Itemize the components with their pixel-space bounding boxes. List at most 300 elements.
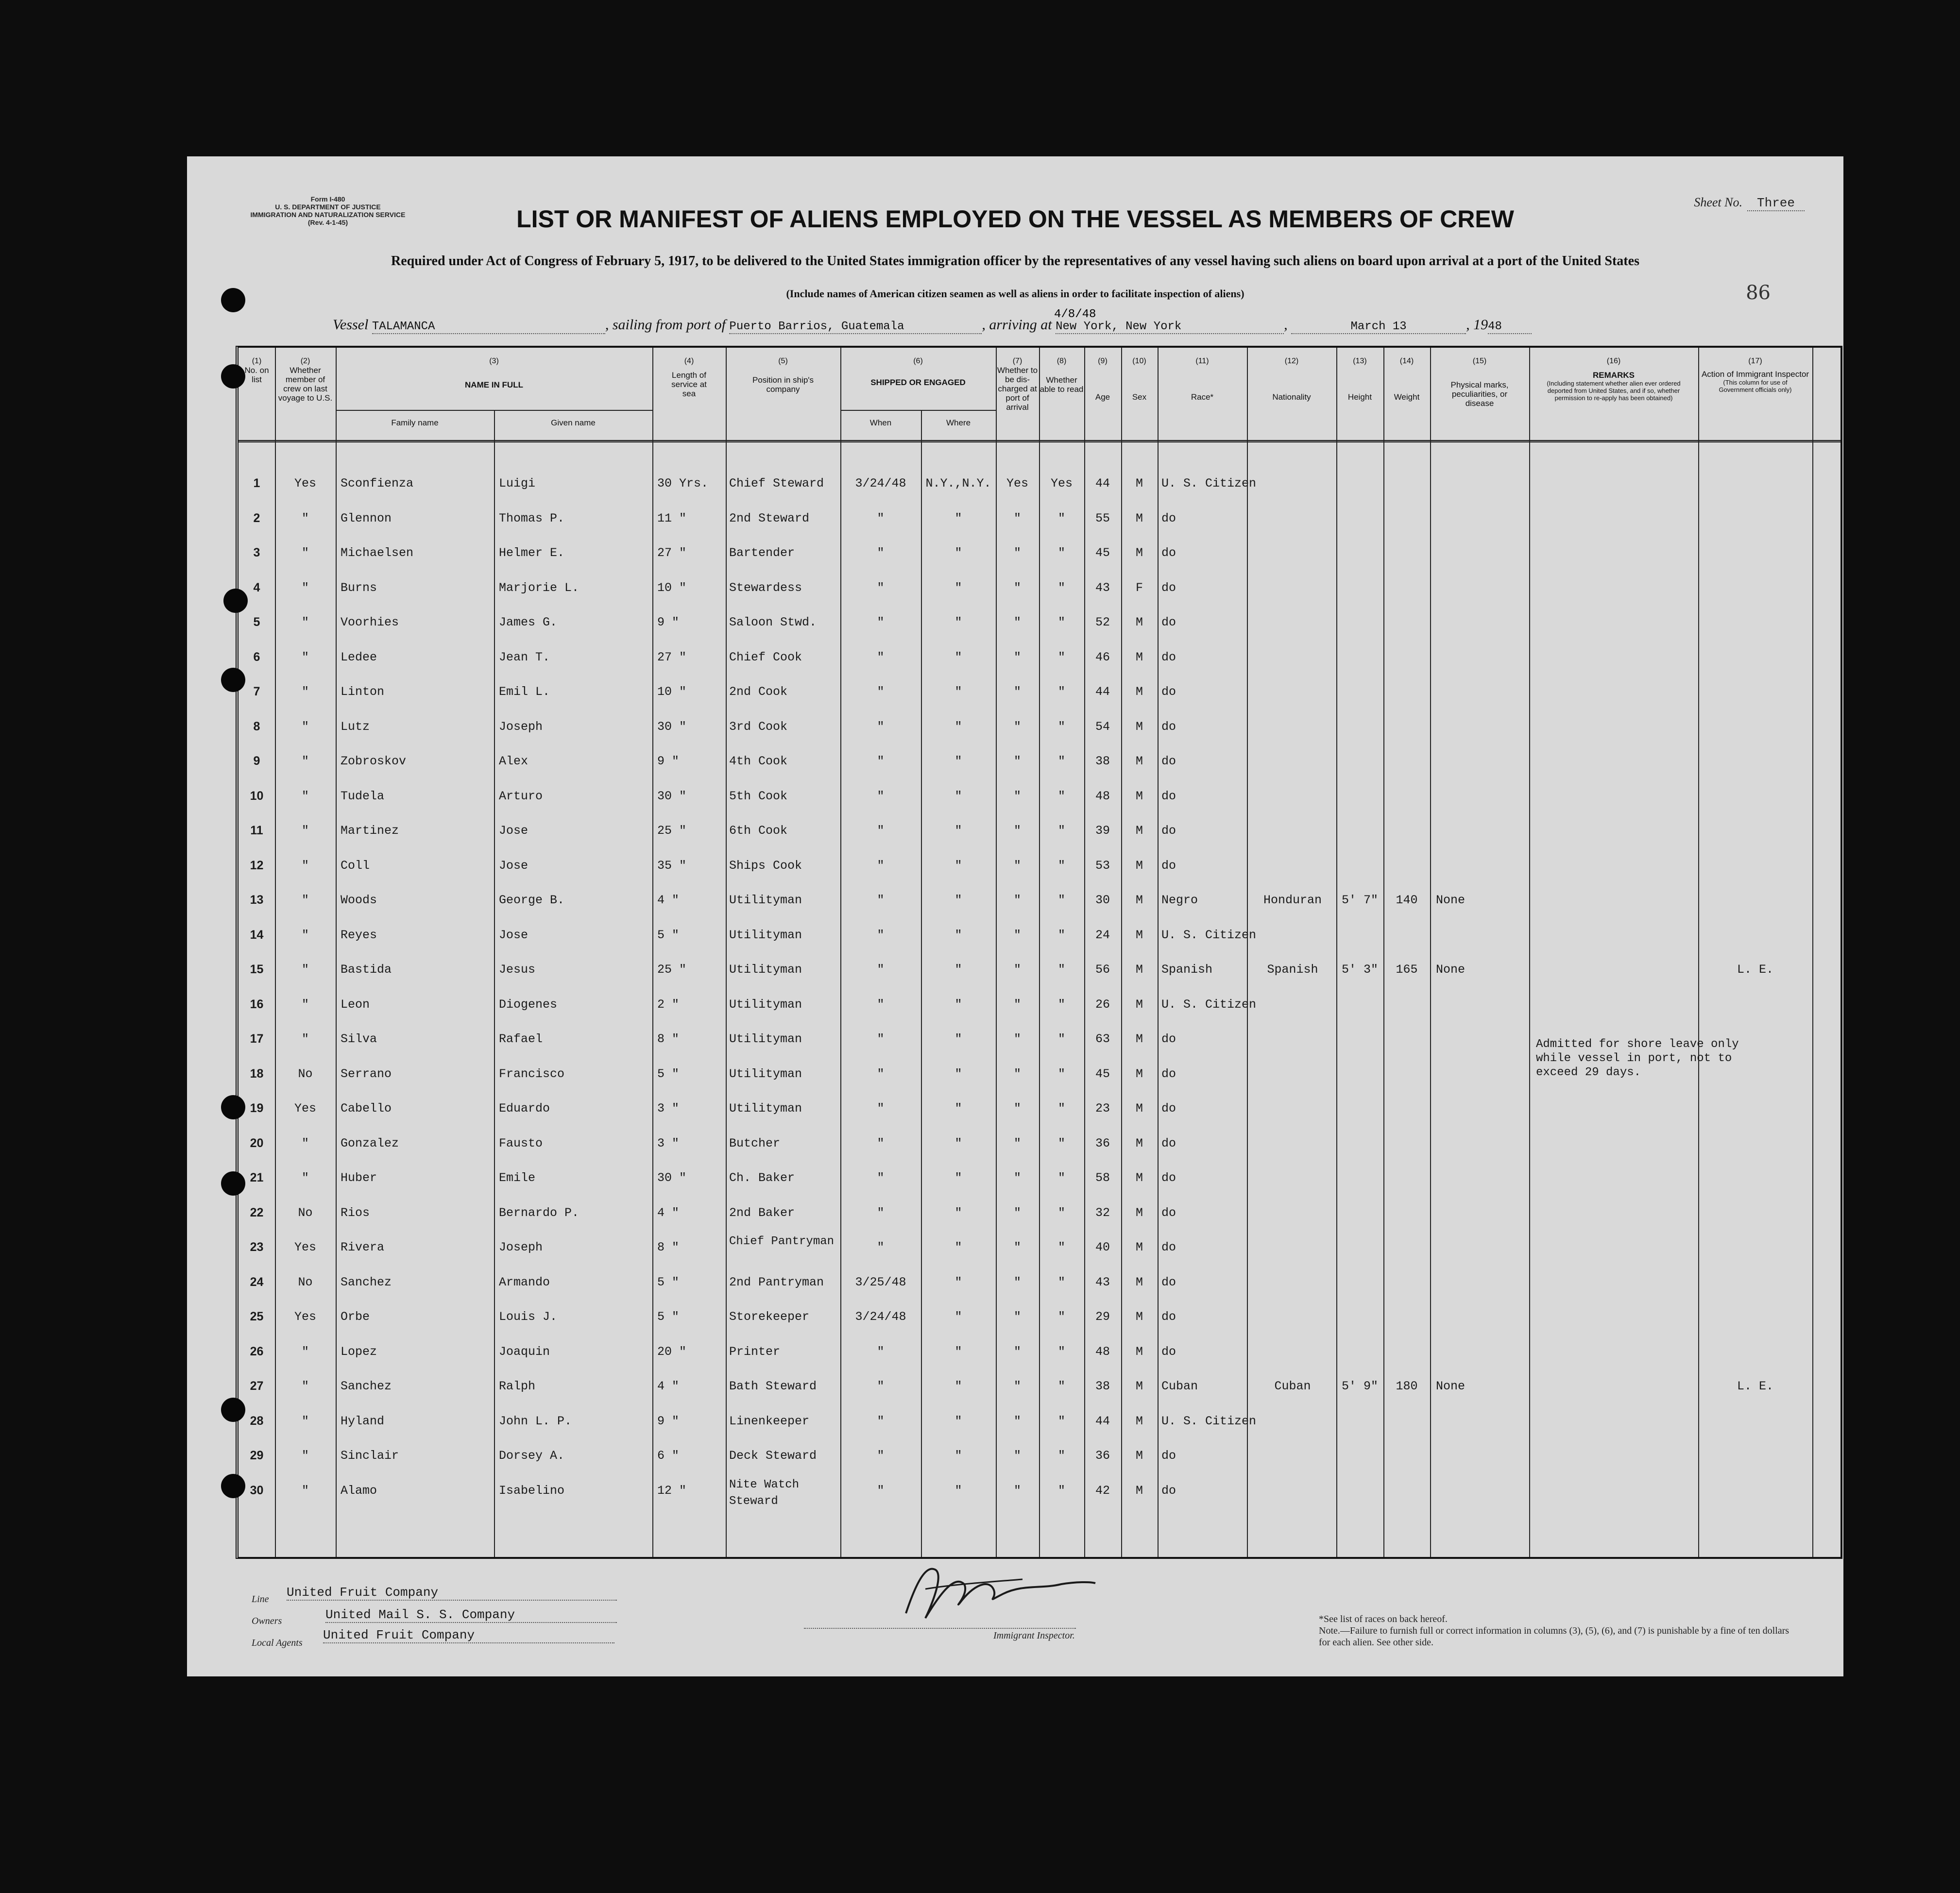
sex-cell: M xyxy=(1135,858,1143,873)
discharged-cell: " xyxy=(1013,1449,1021,1463)
discharged-cell: " xyxy=(1013,1483,1021,1498)
punch-hole xyxy=(223,589,248,613)
nationality-cell: Spanish xyxy=(1267,963,1318,977)
able-to-read-cell: " xyxy=(1057,1379,1065,1393)
able-to-read-cell: " xyxy=(1057,719,1065,734)
able-to-read-cell: " xyxy=(1057,1101,1065,1116)
service-name: IMMIGRATION AND NATURALIZATION SERVICE xyxy=(250,211,406,219)
shipped-where-cell: " xyxy=(954,1240,962,1254)
discharged-cell: " xyxy=(1013,928,1021,942)
table-row xyxy=(239,1275,1841,1309)
service-length-cell: 25 " xyxy=(657,963,687,977)
table-row xyxy=(239,650,1841,684)
shipped-where-cell: " xyxy=(954,685,962,699)
shipped-where-cell: " xyxy=(954,789,962,803)
position-cell: Utilityman xyxy=(729,893,802,907)
row-number: 15 xyxy=(250,963,264,976)
race-cell: do xyxy=(1161,1344,1176,1359)
weight-cell: 165 xyxy=(1396,963,1418,977)
shipped-when-cell: " xyxy=(877,1483,885,1498)
form-number: Form I-480 xyxy=(310,195,345,203)
able-to-read-cell: " xyxy=(1057,1310,1065,1324)
service-length-cell: 3 " xyxy=(657,1136,680,1150)
sex-cell: M xyxy=(1135,1136,1143,1150)
table-row xyxy=(239,581,1841,615)
last-voyage-cell: " xyxy=(301,893,309,907)
able-to-read-cell: " xyxy=(1057,580,1065,595)
shipped-when-cell: " xyxy=(877,546,885,560)
weight-cell: 180 xyxy=(1396,1379,1418,1393)
last-voyage-cell: " xyxy=(301,1449,309,1463)
sheet-label: Sheet No. xyxy=(1694,195,1742,209)
row-number: 18 xyxy=(250,1066,264,1081)
family-name-cell: Martinez xyxy=(341,824,399,838)
header-sex: (10) Sex xyxy=(1132,357,1147,402)
shipped-when-cell: " xyxy=(877,858,885,873)
position-cell: Utilityman xyxy=(729,1101,802,1116)
shipped-where-cell: " xyxy=(954,1101,962,1116)
form-revision: (Rev. 4-1-45) xyxy=(307,219,348,226)
discharged-cell: " xyxy=(1013,1032,1021,1046)
row-number: 14 xyxy=(250,928,264,942)
last-voyage-cell: " xyxy=(301,754,309,768)
race-cell: U. S. Citizen xyxy=(1161,928,1257,942)
family-name-cell: Gonzalez xyxy=(341,1136,399,1150)
shipped-where-cell: " xyxy=(954,1205,962,1220)
last-voyage-cell: " xyxy=(301,650,309,664)
age-cell: 42 xyxy=(1095,1483,1110,1498)
last-voyage-cell: Yes xyxy=(294,1310,316,1324)
family-name-cell: Rios xyxy=(341,1205,370,1220)
shipped-where-cell: " xyxy=(954,1310,962,1324)
service-length-cell: 9 " xyxy=(657,1414,680,1428)
race-cell: do xyxy=(1161,1171,1176,1185)
table-row xyxy=(239,928,1841,962)
discharged-cell: " xyxy=(1013,1275,1021,1289)
table-row xyxy=(239,893,1841,927)
given-name-cell: Joaquin xyxy=(499,1344,550,1359)
discharged-cell: " xyxy=(1013,1205,1021,1220)
row-number: 1 xyxy=(253,476,260,490)
family-name-cell: Tudela xyxy=(341,789,385,803)
arrival-date: March 13 xyxy=(1291,320,1466,334)
row-number: 3 xyxy=(253,546,260,559)
age-cell: 53 xyxy=(1095,858,1110,873)
given-name-cell: Jose xyxy=(499,928,528,942)
document-title: LIST OR MANIFEST OF ALIENS EMPLOYED ON THE VESSEL AS MEMBERS OF CREW xyxy=(516,205,1514,233)
table-row xyxy=(239,615,1841,649)
physical-marks-cell: None xyxy=(1436,893,1466,907)
given-name-cell: Fausto xyxy=(499,1136,543,1150)
family-name-cell: Lutz xyxy=(341,719,370,734)
family-name-cell: Sconfienza xyxy=(341,476,414,490)
shipped-when-cell: " xyxy=(877,1449,885,1463)
service-length-cell: 30 " xyxy=(657,789,687,803)
family-name-cell: Huber xyxy=(341,1171,377,1185)
given-name-cell: Emil L. xyxy=(499,685,550,699)
table-row xyxy=(239,1414,1841,1448)
discharged-cell: " xyxy=(1013,615,1021,629)
position-cell: Butcher xyxy=(729,1136,781,1150)
year-prefix: 19 xyxy=(1473,317,1488,333)
sex-cell: M xyxy=(1135,1101,1143,1116)
shipped-where-cell: " xyxy=(954,1414,962,1428)
last-voyage-cell: No xyxy=(298,1205,313,1220)
shipped-where-cell: N.Y.,N.Y. xyxy=(925,476,991,490)
race-cell: Negro xyxy=(1161,893,1198,907)
age-cell: 56 xyxy=(1095,963,1110,977)
able-to-read-cell: " xyxy=(1057,1240,1065,1254)
service-length-cell: 8 " xyxy=(657,1240,680,1254)
position-cell: Printer xyxy=(729,1344,781,1359)
position-cell: 4th Cook xyxy=(729,754,788,768)
header-given-name: Given name xyxy=(551,418,596,427)
family-name-cell: Orbe xyxy=(341,1310,370,1324)
position-cell: 2nd Pantryman xyxy=(729,1275,824,1289)
service-length-cell: 8 " xyxy=(657,1032,680,1046)
table-row xyxy=(239,546,1841,580)
family-name-cell: Cabello xyxy=(341,1101,392,1116)
sex-cell: M xyxy=(1135,511,1143,525)
table-row xyxy=(239,824,1841,858)
height-cell: 5' 7" xyxy=(1341,893,1378,907)
sex-cell: M xyxy=(1135,1205,1143,1220)
inspector-signature xyxy=(896,1555,1100,1628)
race-cell: do xyxy=(1161,1101,1176,1116)
shipped-when-cell: " xyxy=(877,1101,885,1116)
position-cell: Linenkeeper xyxy=(729,1414,810,1428)
shipped-when-cell: " xyxy=(877,997,885,1012)
position-cell: Bath Steward xyxy=(729,1379,817,1393)
position-cell: Chief Steward xyxy=(729,476,824,490)
header-remarks: (16) REMARKS (Including statement whether alien ever ordered deported from United States, and if so, whether permission to re-apply has been obtained) xyxy=(1547,357,1681,402)
row-number: 6 xyxy=(253,650,260,664)
given-name-cell: Francisco xyxy=(499,1066,565,1081)
row-number: 25 xyxy=(250,1310,264,1323)
discharged-cell: " xyxy=(1013,719,1021,734)
table-row xyxy=(239,789,1841,823)
header-name-in-full: (3) NAME IN FULL xyxy=(465,357,523,389)
able-to-read-cell: " xyxy=(1057,789,1065,803)
table-row xyxy=(239,1136,1841,1170)
sailing-label: , sailing from port of xyxy=(605,317,726,333)
header-where: Where xyxy=(946,418,971,427)
position-cell: Utilityman xyxy=(729,1032,802,1046)
shipped-when-cell: " xyxy=(877,1240,885,1254)
discharged-cell: " xyxy=(1013,1344,1021,1359)
shipped-when-cell: " xyxy=(877,1344,885,1359)
shipped-when-cell: " xyxy=(877,511,885,525)
able-to-read-cell: " xyxy=(1057,963,1065,977)
sex-cell: M xyxy=(1135,650,1143,664)
family-name-cell: Woods xyxy=(341,893,377,907)
race-cell: do xyxy=(1161,789,1176,803)
shipped-where-cell: " xyxy=(954,650,962,664)
age-cell: 40 xyxy=(1095,1240,1110,1254)
document-subnote: (Include names of American citizen seamen as well as aliens in order to facilitate inspection of aliens) xyxy=(786,287,1244,300)
table-row xyxy=(239,859,1841,893)
service-length-cell: 4 " xyxy=(657,893,680,907)
sex-cell: M xyxy=(1135,1449,1143,1463)
port-of-arrival: New York, New York xyxy=(1056,320,1284,334)
signature-line xyxy=(804,1628,1076,1629)
given-name-cell: Emile xyxy=(499,1171,536,1185)
department-name: U. S. DEPARTMENT OF JUSTICE xyxy=(275,203,381,211)
age-cell: 63 xyxy=(1095,1032,1110,1046)
able-to-read-cell: " xyxy=(1057,511,1065,525)
last-voyage-cell: " xyxy=(301,824,309,838)
age-cell: 38 xyxy=(1095,754,1110,768)
last-voyage-cell: No xyxy=(298,1275,313,1289)
shipped-when-cell: " xyxy=(877,1205,885,1220)
sex-cell: M xyxy=(1135,997,1143,1012)
shipped-where-cell: " xyxy=(954,928,962,942)
inspector-label: Immigrant Inspector. xyxy=(993,1630,1075,1641)
service-length-cell: 30 " xyxy=(657,1171,687,1185)
sex-cell: M xyxy=(1135,615,1143,629)
last-voyage-cell: " xyxy=(301,1379,309,1393)
able-to-read-cell: " xyxy=(1057,893,1065,907)
family-name-cell: Michaelsen xyxy=(341,546,414,560)
family-name-cell: Bastida xyxy=(341,963,392,977)
race-cell: do xyxy=(1161,580,1176,595)
shipped-when-cell: 3/24/48 xyxy=(855,1310,906,1324)
row-number: 19 xyxy=(250,1101,264,1115)
given-name-cell: Jean T. xyxy=(499,650,550,664)
given-name-cell: Jose xyxy=(499,858,528,873)
position-cell: Bartender xyxy=(729,546,795,560)
given-name-cell: Jose xyxy=(499,824,528,838)
sex-cell: M xyxy=(1135,685,1143,699)
given-name-cell: Isabelino xyxy=(499,1483,565,1498)
shipped-where-cell: " xyxy=(954,754,962,768)
shipped-where-cell: " xyxy=(954,997,962,1012)
shipped-where-cell: " xyxy=(954,1449,962,1463)
punch-hole xyxy=(221,1398,245,1422)
last-voyage-cell: " xyxy=(301,858,309,873)
service-length-cell: 30 " xyxy=(657,719,687,734)
shipped-when-cell: " xyxy=(877,893,885,907)
age-cell: 29 xyxy=(1095,1310,1110,1324)
footer-note xyxy=(1319,1613,1795,1648)
race-cell: do xyxy=(1161,1136,1176,1150)
family-name-cell: Sanchez xyxy=(341,1379,392,1393)
row-number: 23 xyxy=(250,1240,264,1254)
age-cell: 23 xyxy=(1095,1101,1110,1116)
family-name-cell: Linton xyxy=(341,685,385,699)
discharged-cell: " xyxy=(1013,789,1021,803)
table-row xyxy=(239,1379,1841,1413)
service-length-cell: 9 " xyxy=(657,754,680,768)
able-to-read-cell: " xyxy=(1057,546,1065,560)
age-cell: 45 xyxy=(1095,1066,1110,1081)
last-voyage-cell: " xyxy=(301,719,309,734)
table-row xyxy=(239,1310,1841,1344)
sex-cell: M xyxy=(1135,1275,1143,1289)
line-value: United Fruit Company xyxy=(287,1585,617,1601)
shipped-where-cell: " xyxy=(954,719,962,734)
discharged-cell: " xyxy=(1013,1136,1021,1150)
service-length-cell: 10 " xyxy=(657,685,687,699)
family-name-cell: Ledee xyxy=(341,650,377,664)
physical-marks-cell: None xyxy=(1436,1379,1466,1393)
age-cell: 38 xyxy=(1095,1379,1110,1393)
table-row xyxy=(239,963,1841,997)
handwritten-number: 86 xyxy=(1746,282,1771,304)
service-length-cell: 9 " xyxy=(657,615,680,629)
table-row xyxy=(239,1101,1841,1135)
discharged-cell: " xyxy=(1013,1066,1021,1081)
owners-label: Owners xyxy=(252,1616,282,1626)
table-row xyxy=(239,1171,1841,1205)
able-to-read-cell: " xyxy=(1057,1171,1065,1185)
shipped-where-cell: " xyxy=(954,1032,962,1046)
age-cell: 52 xyxy=(1095,615,1110,629)
shipped-when-cell: " xyxy=(877,615,885,629)
local-agents-value: United Fruit Company xyxy=(323,1628,614,1643)
service-length-cell: 5 " xyxy=(657,1066,680,1081)
table-row xyxy=(239,1206,1841,1240)
header-last-voyage: (2) Whether member of crew on last voyage to U.S. xyxy=(278,357,333,403)
physical-marks-cell: None xyxy=(1436,963,1466,977)
age-cell: 36 xyxy=(1095,1136,1110,1150)
punch-hole xyxy=(221,288,245,312)
discharged-cell: " xyxy=(1013,511,1021,525)
able-to-read-cell: " xyxy=(1057,615,1065,629)
shipped-when-cell: " xyxy=(877,580,885,595)
race-cell: do xyxy=(1161,511,1176,525)
last-voyage-cell: " xyxy=(301,1414,309,1428)
row-number: 9 xyxy=(253,754,260,768)
family-name-cell: Zobroskov xyxy=(341,754,407,768)
punch-hole xyxy=(221,668,245,692)
port-of-departure: Puerto Barrios, Guatemala xyxy=(729,320,982,334)
race-cell: do xyxy=(1161,1483,1176,1498)
vessel-label: Vessel xyxy=(333,317,369,333)
family-name-cell: Serrano xyxy=(341,1066,392,1081)
position-cell: 3rd Cook xyxy=(729,719,788,734)
discharged-cell: " xyxy=(1013,997,1021,1012)
nationality-cell: Honduran xyxy=(1263,893,1322,907)
sex-cell: M xyxy=(1135,754,1143,768)
age-cell: 36 xyxy=(1095,1449,1110,1463)
family-name-cell: Coll xyxy=(341,858,370,873)
age-cell: 43 xyxy=(1095,1275,1110,1289)
discharged-cell: " xyxy=(1013,650,1021,664)
given-name-cell: Arturo xyxy=(499,789,543,803)
last-voyage-cell: " xyxy=(301,997,309,1012)
discharged-cell: " xyxy=(1013,893,1021,907)
family-name-cell: Voorhies xyxy=(341,615,399,629)
service-length-cell: 35 " xyxy=(657,858,687,873)
able-to-read-cell: " xyxy=(1057,1414,1065,1428)
service-length-cell: 5 " xyxy=(657,1275,680,1289)
owners-value: United Mail S. S. Company xyxy=(325,1607,617,1623)
position-cell: Stewardess xyxy=(729,580,802,595)
age-cell: 55 xyxy=(1095,511,1110,525)
shipped-where-cell: " xyxy=(954,1379,962,1393)
position-cell: 6th Cook xyxy=(729,824,788,838)
given-name-cell: Marjorie L. xyxy=(499,580,579,595)
table-row xyxy=(239,1345,1841,1379)
able-to-read-cell: " xyxy=(1057,685,1065,699)
age-cell: 45 xyxy=(1095,546,1110,560)
position-cell: 2nd Baker xyxy=(729,1205,795,1220)
sex-cell: M xyxy=(1135,824,1143,838)
sex-cell: M xyxy=(1135,893,1143,907)
service-length-cell: 20 " xyxy=(657,1344,687,1359)
shipped-when-cell: " xyxy=(877,1379,885,1393)
position-cell: 2nd Cook xyxy=(729,685,788,699)
height-cell: 5' 9" xyxy=(1341,1379,1378,1393)
header-family-name: Family name xyxy=(391,418,439,427)
shipped-where-cell: " xyxy=(954,615,962,629)
last-voyage-cell: No xyxy=(298,1066,313,1081)
header-age: (9) Age xyxy=(1095,357,1110,402)
row-number: 10 xyxy=(250,789,264,803)
family-name-cell: Burns xyxy=(341,580,377,595)
given-name-cell: Ralph xyxy=(499,1379,536,1393)
shipped-where-cell: " xyxy=(954,1171,962,1185)
race-cell: do xyxy=(1161,1032,1176,1046)
race-cell: Spanish xyxy=(1161,963,1213,977)
age-cell: 26 xyxy=(1095,997,1110,1012)
sex-cell: M xyxy=(1135,1066,1143,1081)
last-voyage-cell: " xyxy=(301,963,309,977)
row-number: 28 xyxy=(250,1414,264,1428)
able-to-read-cell: " xyxy=(1057,824,1065,838)
shipped-where-cell: " xyxy=(954,1136,962,1150)
height-cell: 5' 3" xyxy=(1341,963,1378,977)
family-name-cell: Leon xyxy=(341,997,370,1012)
vessel-name: TALAMANCA xyxy=(372,320,605,334)
service-length-cell: 4 " xyxy=(657,1205,680,1220)
family-name-cell: Silva xyxy=(341,1032,377,1046)
family-name-cell: Sanchez xyxy=(341,1275,392,1289)
discharged-cell: " xyxy=(1013,963,1021,977)
service-length-cell: 10 " xyxy=(657,580,687,595)
shipped-subheader-line xyxy=(840,410,996,411)
age-cell: 44 xyxy=(1095,476,1110,490)
last-voyage-cell: " xyxy=(301,928,309,942)
table-row xyxy=(239,476,1841,510)
given-name-cell: Louis J. xyxy=(499,1310,558,1324)
service-length-cell: 30 Yrs. xyxy=(657,476,709,490)
able-to-read-cell: Yes xyxy=(1050,476,1073,490)
departure-date: 4/8/48 xyxy=(1054,308,1096,321)
given-name-cell: Jesus xyxy=(499,963,536,977)
discharged-cell: " xyxy=(1013,824,1021,838)
age-cell: 44 xyxy=(1095,685,1110,699)
sex-cell: M xyxy=(1135,1483,1143,1498)
shipped-when-cell: " xyxy=(877,1414,885,1428)
shipped-when-cell: 3/25/48 xyxy=(855,1275,906,1289)
position-cell: Utilityman xyxy=(729,963,802,977)
shipped-when-cell: " xyxy=(877,650,885,664)
sex-cell: F xyxy=(1135,580,1143,595)
service-length-cell: 25 " xyxy=(657,824,687,838)
shipped-when-cell: " xyxy=(877,963,885,977)
position-cell: Storekeeper xyxy=(729,1310,810,1324)
arrival-year: 48 xyxy=(1488,320,1532,334)
service-length-cell: 12 " xyxy=(657,1483,687,1498)
sex-cell: M xyxy=(1135,476,1143,490)
able-to-read-cell: " xyxy=(1057,928,1065,942)
table-row xyxy=(239,997,1841,1031)
race-cell: do xyxy=(1161,1449,1176,1463)
header-discharged: (7) Whether to be dis-charged at port of arrival xyxy=(997,357,1038,412)
able-to-read-cell: " xyxy=(1057,997,1065,1012)
